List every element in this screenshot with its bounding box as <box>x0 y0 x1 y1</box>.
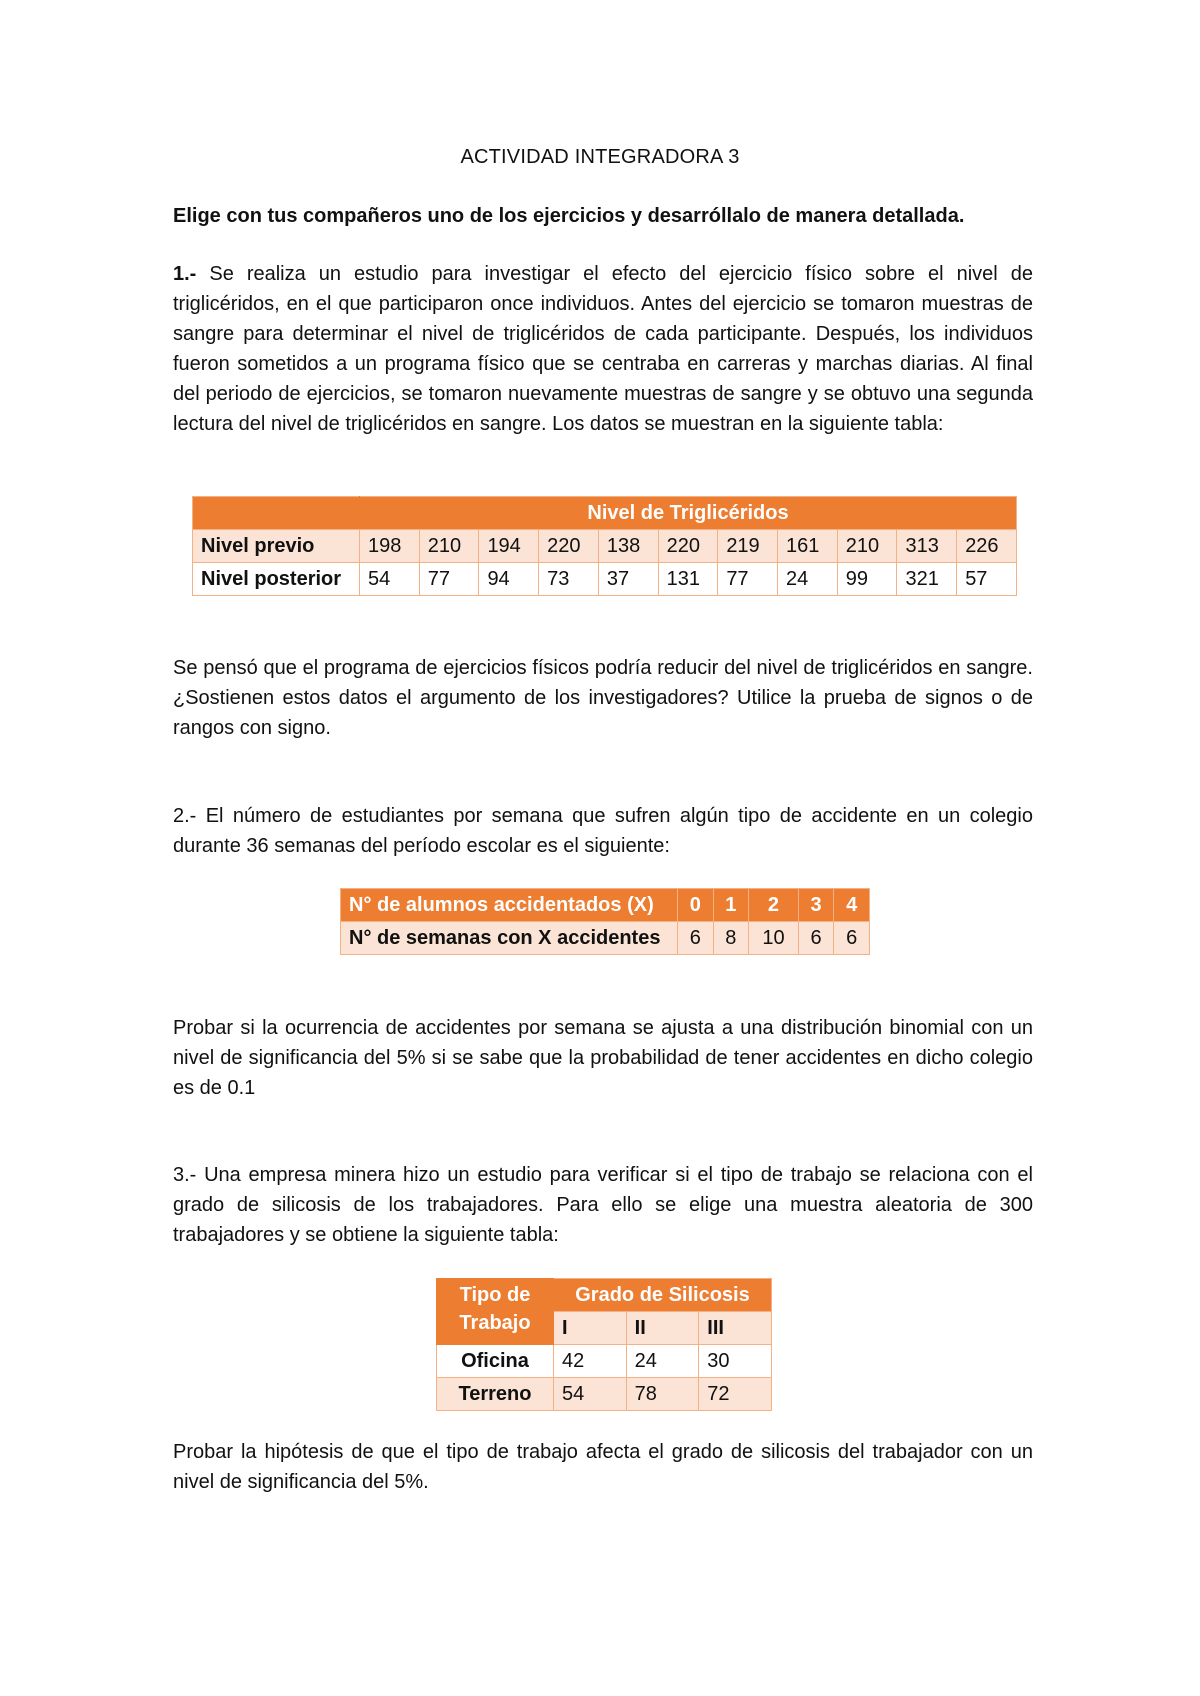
table-cell: 6 <box>678 922 714 955</box>
table-cell: 210 <box>419 530 479 563</box>
table-cell: 210 <box>837 530 897 563</box>
exercise-1-number: 1.- <box>173 263 197 285</box>
table-cell: 78 <box>626 1378 699 1411</box>
column-header: II <box>626 1312 699 1345</box>
row-label-previous: Nivel previo <box>193 530 360 563</box>
table-cell: 54 <box>554 1378 627 1411</box>
column-header: III <box>699 1312 772 1345</box>
table-cell: 321 <box>897 563 957 596</box>
exercise-3-question: Probar la hipótesis de que el tipo de trabajo afecta el grado de silicosis del trabajador con un nivel de significancia del 5%. <box>173 1441 1033 1493</box>
exercise-1-body: Se realiza un estudio para investigar el efecto del ejercicio físico sobre el nivel de triglicéridos, en el que participaron once individuos. Antes del ejercicio se tomaron muestras de sangre para determinar el nivel de triglicéridos de cada participante. Después, los individuos fueron sometidos a un programa físico que se centraba en carreras y marchas diarias. Al final del periodo de ejercicios, se tomaron nuevamente muestras de sangre y se obtuvo una segunda lectura del nivel de triglicéridos en sangre. Los datos se muestran en la siguiente tabla: <box>173 263 1033 435</box>
table-cell: 226 <box>957 530 1017 563</box>
exercise-3-text: 3.- Una empresa minera hizo un estudio para verificar si el tipo de trabajo se relaciona con el grado de silicosis de los trabajadores. Para ello se elige una muestra aleatoria de 300 trabajadores y se obtiene la siguiente tabla: <box>173 1164 1033 1246</box>
document-title: ACTIVIDAD INTEGRADORA 3 <box>460 146 740 168</box>
table-cell: 2 <box>749 889 799 922</box>
row-label-posterior: Nivel posterior <box>193 563 360 596</box>
row-label-terreno: Terreno <box>437 1378 554 1411</box>
table-cell: 198 <box>360 530 420 563</box>
table-cell: 37 <box>598 563 658 596</box>
table-cell: 42 <box>554 1345 627 1378</box>
table-cell: 131 <box>658 563 718 596</box>
table-cell: 1 <box>713 889 749 922</box>
exercise-2-question: Probar si la ocurrencia de accidentes por semana se ajusta a una distribución binomial con un nivel de significancia del 5% si se sabe que la probabilidad de tener accidentes en dicho colegio es de 0.1 <box>173 1017 1033 1099</box>
exercise-1-question: Se pensó que el programa de ejercicios físicos podría reducir del nivel de triglicéridos en sangre. ¿Sostienen estos datos el argumento de los investigadores? Utilice la prueba de signos o de rangos con signo. <box>173 657 1033 739</box>
table-cell: 54 <box>360 563 420 596</box>
accidents-row-label-x: N° de alumnos accidentados (X) <box>341 889 678 922</box>
table-cell: 138 <box>598 530 658 563</box>
table-cell: 6 <box>834 922 870 955</box>
table-cell: 220 <box>658 530 718 563</box>
silicosis-table <box>436 1278 772 1411</box>
table-cell: 219 <box>718 530 778 563</box>
table-cell: 99 <box>837 563 897 596</box>
table-cell: 4 <box>834 889 870 922</box>
accidents-table <box>340 888 870 955</box>
exercise-2-text: 2.- El número de estudiantes por semana que sufren algún tipo de accidente en un colegio durante 36 semanas del período escolar es el siguiente: <box>173 805 1033 857</box>
table-cell: 161 <box>778 530 838 563</box>
table-cell: 30 <box>699 1345 772 1378</box>
table-cell: 8 <box>713 922 749 955</box>
silicosis-group-header: Grado de Silicosis <box>554 1279 772 1312</box>
table-cell: 72 <box>699 1378 772 1411</box>
table-cell: 77 <box>718 563 778 596</box>
table-cell: 10 <box>749 922 799 955</box>
table-cell: 0 <box>678 889 714 922</box>
triglycerides-table-header: Nivel de Triglicéridos <box>360 497 1017 530</box>
table-cell: 3 <box>798 889 834 922</box>
table-cell: 194 <box>479 530 539 563</box>
table-cell: 24 <box>778 563 838 596</box>
table-cell: 6 <box>798 922 834 955</box>
table-cell: 57 <box>957 563 1017 596</box>
silicosis-corner-header: Tipo de Trabajo <box>437 1279 554 1345</box>
triglycerides-table <box>192 496 1017 596</box>
table-cell: 94 <box>479 563 539 596</box>
row-label-oficina: Oficina <box>437 1345 554 1378</box>
table-cell: 73 <box>539 563 599 596</box>
instruction-text: Elige con tus compañeros uno de los ejercicios y desarróllalo de manera detallada. <box>173 205 965 227</box>
exercise-1-text <box>173 259 1033 439</box>
table-cell: 24 <box>626 1345 699 1378</box>
column-header: I <box>554 1312 627 1345</box>
table-cell: 220 <box>539 530 599 563</box>
accidents-row-label-weeks: N° de semanas con X accidentes <box>341 922 678 955</box>
table-cell: 77 <box>419 563 479 596</box>
table-cell: 313 <box>897 530 957 563</box>
